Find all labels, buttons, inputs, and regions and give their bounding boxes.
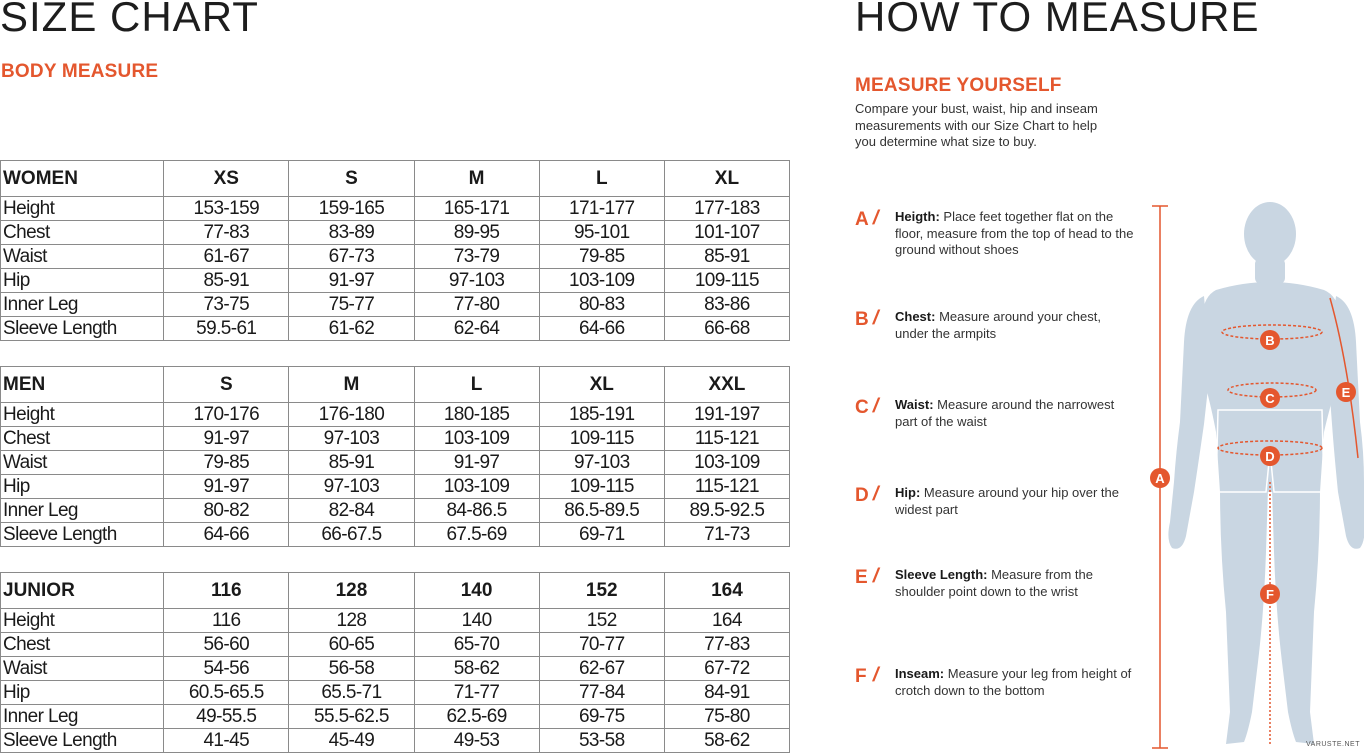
table-cell: 80-83: [539, 293, 664, 317]
size-header: L: [539, 161, 664, 197]
table-row: [1, 451, 790, 475]
row-label: Sleeve Length: [1, 317, 164, 341]
body-measure-heading: BODY MEASURE: [1, 61, 159, 82]
table-cell: 66-67.5: [289, 523, 414, 547]
table-cell: 62-67: [539, 657, 664, 681]
size-header: XL: [664, 161, 789, 197]
table-cell: 84-91: [664, 681, 789, 705]
step-term: Chest:: [895, 309, 936, 324]
table-cell: 66-68: [664, 317, 789, 341]
table-cell: 69-71: [539, 523, 664, 547]
step-term: Waist:: [895, 397, 934, 412]
row-label: Sleeve Length: [1, 523, 164, 547]
table-cell: 58-62: [414, 657, 539, 681]
table-cell: 41-45: [164, 729, 289, 753]
marker-letter: D: [1265, 449, 1275, 464]
table-row: [1, 221, 790, 245]
table-cell: 65.5-71: [289, 681, 414, 705]
marker-letter: F: [1266, 587, 1274, 602]
marker-letter: B: [1265, 333, 1275, 348]
watermark: VARUSTE.NET: [1306, 741, 1360, 748]
size-header: M: [414, 161, 539, 197]
table-row: [1, 427, 790, 451]
size-table-men: [0, 366, 790, 547]
table-cell: 103-109: [414, 475, 539, 499]
table-cell: 180-185: [414, 403, 539, 427]
table-cell: 89.5-92.5: [664, 499, 789, 523]
marker-letter: C: [1265, 391, 1275, 406]
table-cell: 91-97: [414, 451, 539, 475]
table-row: [1, 403, 790, 427]
table-cell: 54-56: [164, 657, 289, 681]
table-cell: 73-79: [414, 245, 539, 269]
row-label: Waist: [1, 451, 164, 475]
table-cell: 71-77: [414, 681, 539, 705]
row-label: Waist: [1, 245, 164, 269]
table-cell: 128: [289, 609, 414, 633]
step-letter: A: [855, 209, 869, 230]
group-label: JUNIOR: [1, 573, 164, 609]
row-label: Hip: [1, 475, 164, 499]
table-cell: 176-180: [289, 403, 414, 427]
table-cell: 83-86: [664, 293, 789, 317]
table-cell: 152: [539, 609, 664, 633]
row-label: Hip: [1, 269, 164, 293]
row-label: Height: [1, 403, 164, 427]
step-description: [895, 567, 1135, 600]
step-text: Place feet together flat on the floor, measure from the top of head to the ground without shoes: [895, 209, 1134, 257]
row-label: Height: [1, 197, 164, 221]
size-header: 116: [164, 573, 289, 609]
row-label: Hip: [1, 681, 164, 705]
size-header: XL: [539, 367, 664, 403]
table-cell: 97-103: [414, 269, 539, 293]
table-cell: 61-67: [164, 245, 289, 269]
table-row: [1, 499, 790, 523]
table-cell: 60-65: [289, 633, 414, 657]
figure-marker: [1150, 468, 1170, 488]
table-cell: 55.5-62.5: [289, 705, 414, 729]
table-cell: 89-95: [414, 221, 539, 245]
table-cell: 79-85: [164, 451, 289, 475]
table-cell: 153-159: [164, 197, 289, 221]
table-cell: 71-73: [664, 523, 789, 547]
table-row: [1, 269, 790, 293]
row-label: Height: [1, 609, 164, 633]
size-header: XS: [164, 161, 289, 197]
size-header: M: [289, 367, 414, 403]
step-term: Sleeve Length:: [895, 567, 988, 582]
table-cell: 64-66: [164, 523, 289, 547]
table-row: [1, 681, 790, 705]
table-row: [1, 657, 790, 681]
slash-icon: /: [870, 207, 882, 229]
step-description: [895, 666, 1135, 699]
table-header-row: [1, 161, 790, 197]
table-cell: 45-49: [289, 729, 414, 753]
row-label: Inner Leg: [1, 705, 164, 729]
table-cell: 91-97: [164, 475, 289, 499]
row-label: Inner Leg: [1, 499, 164, 523]
table-cell: 60.5-65.5: [164, 681, 289, 705]
table-cell: 70-77: [539, 633, 664, 657]
figure-marker: [1260, 388, 1280, 408]
marker-letter: A: [1155, 471, 1165, 486]
figure-marker: [1336, 382, 1356, 402]
table-cell: 85-91: [289, 451, 414, 475]
table-cell: 103-109: [664, 451, 789, 475]
table-cell: 109-115: [539, 475, 664, 499]
table-cell: 91-97: [289, 269, 414, 293]
intro-text: Compare your bust, waist, hip and inseam measurements with our Size Chart to help you determine what size to buy.: [855, 101, 1098, 149]
slash-icon: /: [870, 565, 882, 587]
body-silhouette: [1168, 202, 1364, 744]
table-cell: 62-64: [414, 317, 539, 341]
table-cell: 79-85: [539, 245, 664, 269]
row-label: Inner Leg: [1, 293, 164, 317]
table-row: [1, 633, 790, 657]
figure-marker: [1260, 446, 1280, 466]
group-label: WOMEN: [1, 161, 164, 197]
table-cell: 83-89: [289, 221, 414, 245]
step-description: [895, 397, 1135, 430]
table-cell: 115-121: [664, 427, 789, 451]
table-cell: 77-80: [414, 293, 539, 317]
step-description: [895, 209, 1135, 259]
figure-marker: [1260, 584, 1280, 604]
table-row: [1, 729, 790, 753]
table-cell: 103-109: [414, 427, 539, 451]
table-header-row: [1, 573, 790, 609]
table-cell: 97-103: [289, 475, 414, 499]
step-description: [895, 485, 1135, 518]
table-cell: 53-58: [539, 729, 664, 753]
table-cell: 65-70: [414, 633, 539, 657]
table-cell: 56-60: [164, 633, 289, 657]
table-cell: 77-84: [539, 681, 664, 705]
table-cell: 80-82: [164, 499, 289, 523]
table-cell: 56-58: [289, 657, 414, 681]
table-cell: 64-66: [539, 317, 664, 341]
table-cell: 69-75: [539, 705, 664, 729]
slash-icon: /: [870, 664, 882, 686]
size-header: 128: [289, 573, 414, 609]
table-row: [1, 317, 790, 341]
size-header: 152: [539, 573, 664, 609]
step-term: Heigth:: [895, 209, 940, 224]
table-row: [1, 197, 790, 221]
size-header: S: [164, 367, 289, 403]
body-figure: [1124, 192, 1364, 752]
table-row: [1, 609, 790, 633]
table-cell: 171-177: [539, 197, 664, 221]
table-header-row: [1, 367, 790, 403]
slash-icon: /: [870, 307, 882, 329]
table-cell: 59.5-61: [164, 317, 289, 341]
row-label: Chest: [1, 633, 164, 657]
table-cell: 164: [664, 609, 789, 633]
table-cell: 85-91: [164, 269, 289, 293]
table-row: [1, 705, 790, 729]
size-table-women: [0, 160, 790, 341]
table-cell: 109-115: [539, 427, 664, 451]
step-term: Inseam:: [895, 666, 945, 681]
row-label: Chest: [1, 427, 164, 451]
table-cell: 85-91: [664, 245, 789, 269]
figure-marker: [1260, 330, 1280, 350]
table-cell: 75-77: [289, 293, 414, 317]
table-cell: 103-109: [539, 269, 664, 293]
step-letter: C: [855, 397, 869, 418]
table-cell: 116: [164, 609, 289, 633]
table-cell: 84-86.5: [414, 499, 539, 523]
table-cell: 101-107: [664, 221, 789, 245]
step-letter: B: [855, 309, 869, 330]
table-cell: 97-103: [539, 451, 664, 475]
table-cell: 73-75: [164, 293, 289, 317]
table-cell: 191-197: [664, 403, 789, 427]
table-row: [1, 293, 790, 317]
step-letter: D: [855, 485, 869, 506]
table-cell: 91-97: [164, 427, 289, 451]
table-cell: 170-176: [164, 403, 289, 427]
measure-yourself-heading: MEASURE YOURSELF: [855, 75, 1062, 96]
table-cell: 58-62: [664, 729, 789, 753]
table-cell: 49-53: [414, 729, 539, 753]
table-cell: 67-72: [664, 657, 789, 681]
step-letter: E: [855, 567, 868, 588]
step-text: Measure around the narrowest part of the waist: [895, 397, 1115, 429]
table-cell: 177-183: [664, 197, 789, 221]
table-cell: 95-101: [539, 221, 664, 245]
step-term: Hip:: [895, 485, 921, 500]
slash-icon: /: [870, 483, 882, 505]
table-cell: 159-165: [289, 197, 414, 221]
table-row: [1, 475, 790, 499]
table-cell: 140: [414, 609, 539, 633]
size-header: XXL: [664, 367, 789, 403]
slash-icon: /: [870, 395, 882, 417]
table-cell: 77-83: [664, 633, 789, 657]
how-to-measure-title: HOW TO MEASURE: [855, 0, 1260, 40]
table-cell: 86.5-89.5: [539, 499, 664, 523]
row-label: Waist: [1, 657, 164, 681]
table-cell: 115-121: [664, 475, 789, 499]
table-cell: 97-103: [289, 427, 414, 451]
table-row: [1, 245, 790, 269]
table-cell: 82-84: [289, 499, 414, 523]
table-cell: 75-80: [664, 705, 789, 729]
table-cell: 77-83: [164, 221, 289, 245]
table-cell: 109-115: [664, 269, 789, 293]
table-cell: 62.5-69: [414, 705, 539, 729]
size-header: 164: [664, 573, 789, 609]
marker-letter: E: [1341, 385, 1351, 400]
step-letter: F: [855, 666, 867, 687]
step-text: Measure from the shoulder point down to the wrist: [895, 567, 1093, 599]
step-description: [895, 309, 1135, 342]
table-cell: 67-73: [289, 245, 414, 269]
table-cell: 49-55.5: [164, 705, 289, 729]
group-label: MEN: [1, 367, 164, 403]
step-text: Measure around your chest, under the armpits: [895, 309, 1101, 341]
table-cell: 185-191: [539, 403, 664, 427]
row-label: Sleeve Length: [1, 729, 164, 753]
size-header: S: [289, 161, 414, 197]
table-cell: 165-171: [414, 197, 539, 221]
table-row: [1, 523, 790, 547]
size-chart-title: SIZE CHART: [0, 0, 259, 40]
size-table-junior: [0, 572, 790, 753]
step-text: Measure around your hip over the widest part: [895, 485, 1120, 517]
row-label: Chest: [1, 221, 164, 245]
table-cell: 61-62: [289, 317, 414, 341]
size-header: 140: [414, 573, 539, 609]
step-text: Measure your leg from height of crotch down to the bottom: [895, 666, 1132, 698]
size-header: L: [414, 367, 539, 403]
table-cell: 67.5-69: [414, 523, 539, 547]
